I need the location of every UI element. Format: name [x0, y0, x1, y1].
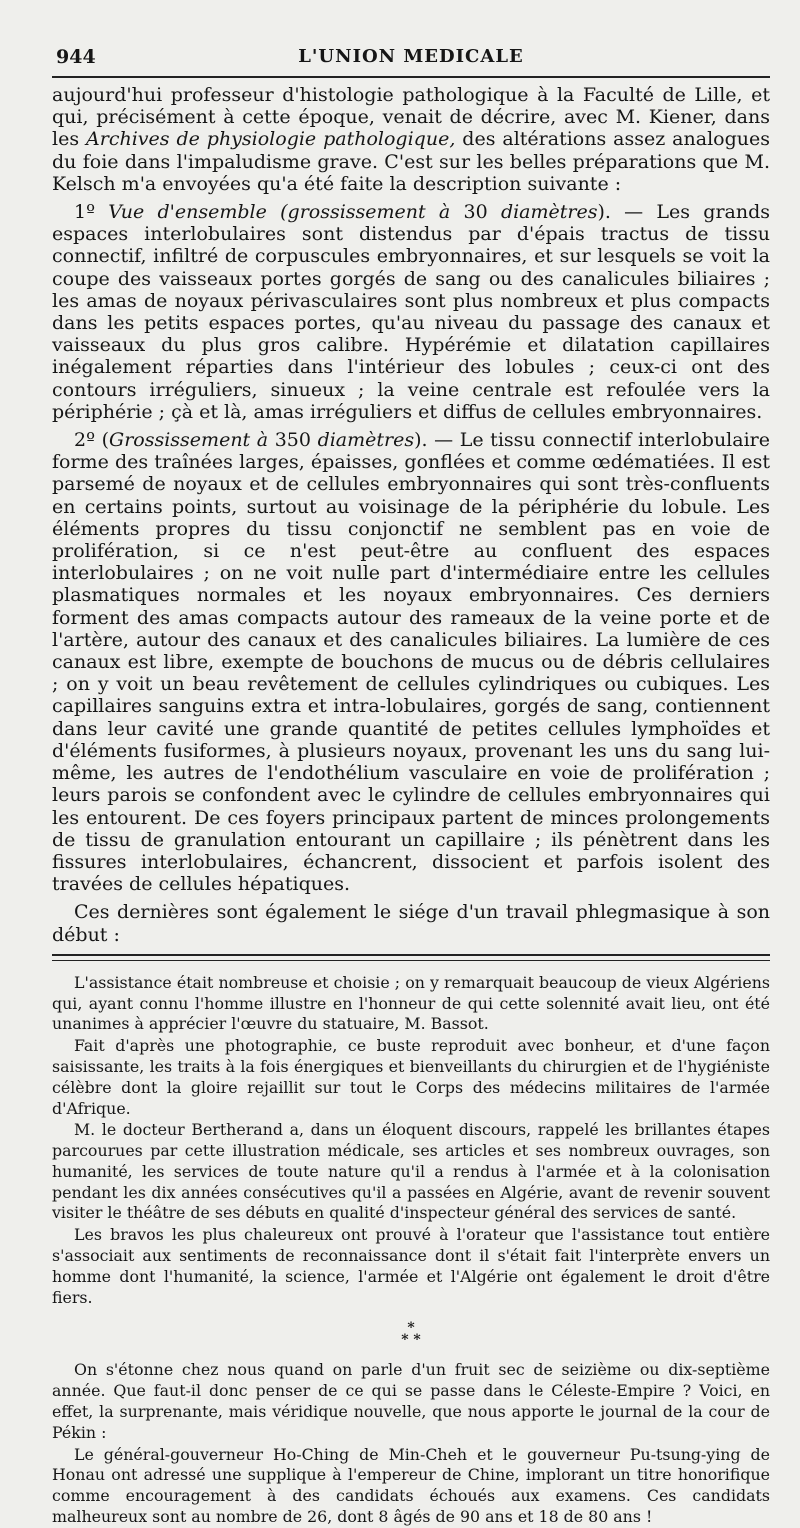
note-applause: Les bravos les plus chaleureux ont prouvé à l'orateur que l'assistance tout entière s'associait aux sentiments de reconnaissance dont il s'était fait l'interprète envers un homme dont l'humanité, la science, l'armée et l'Algérie ont également le droit d'être fiers.	[52, 1225, 770, 1307]
page-number: 944	[56, 46, 96, 68]
paragraph-magnified-text: ). — Le tissu connectif interlobulaire forme des traînées larges, épaisses, gonflées et comme œdématiées. Il est parsemé de noyaux et de cellules embryonnaires qui sont très-confluents en certains points, surtout au voisinage de la périphérie du lobule. Les éléments propres du tissu conjonctif ne semblent pas en voie de prolifération, si ce n'est peut-être au confluent des espaces interlobulaires ; on ne voit nulle part d'intermédiaire entre les cellules plasmatiques normales et les noyaux embryonnaires. Ces derniers forment des amas compacts autour des rameaux de la veine porte et de l'artère, autour des canaux et des canalicules biliaires. La lumière de ces canaux est libre, exempte de bouchons de mucus ou de débris cellulaires ; on y voit un beau revêtement de cellules cylindriques ou cubiques. Les capillaires sanguins extra et intra-lobulaires, gorgés de sang, contiennent dans leur cavité une grande quantité de petites cellules lymphoïdes et d'éléments fusiformes, à plusieurs noyaux, provenant les uns du sang lui-même, les autres de l'endothélium vasculaire en voie de prolifération ; leurs parois se confondent avec le cylindre de cellules embryonnaires qui les entourent. De ces foyers principaux partent de minces prolongements de tissu de granulation entourant un capillaire ; ils pénètrent dans les fissures interlobulaires, échancrent, dissocient et parfois isolent des travées de cellules hépatiques.	[52, 429, 770, 896]
magnification-2: 350	[274, 429, 311, 452]
header-rule	[52, 76, 770, 78]
asterism-bottom: * *	[401, 1332, 421, 1349]
main-text	[52, 84, 770, 946]
paragraph-intro	[52, 84, 770, 195]
asterism-top: *	[407, 1320, 415, 1337]
paragraph-overview-text: ). — Les grands espaces interlobulaires sont distendus par d'épais tractus de tissu connectif, infiltré de corpuscules embryonnaires, et sur lesquels se voit la coupe des vaisseaux portes gorgés de sang ou des canalicules biliaires ; les amas de noyaux périvasculaires sont plus nombreux et plus compacts dans les petits espaces portes, qu'au niveau du passage des canaux et vaisseaux du plus gros calibre. Hypérémie et dilatation capillaires inégalement réparties dans l'intérieur des lobules ; ceux-ci ont des contours irréguliers, sinueux ; la veine centrale est refoulée vers la périphérie ; çà et là, amas irréguliers et diffus de cellules embryonnaires.	[52, 201, 770, 423]
note-china-intro: On s'étonne chez nous quand on parle d'un fruit sec de seizième ou dix-septième année. Que faut-il donc penser de ce qui se passe dans le Céleste-Empire ? Voici, en effet, la surprenante, mais véridique nouvelle, que nous apporte le journal de la cour de Pékin :	[52, 1360, 770, 1442]
journal-title: Archives de physiologie pathologique,	[86, 128, 456, 151]
section-heading-2-unit: diamètres	[317, 429, 415, 452]
section-divider	[52, 954, 770, 961]
section-number-2: 2º (	[74, 429, 110, 452]
paragraph-overview	[52, 201, 770, 423]
section-heading-2: Grossissement à	[109, 429, 269, 452]
asterism-divider	[52, 1320, 770, 1349]
paragraph-magnified	[52, 429, 770, 895]
note-china-petition: Le général-gouverneur Ho-Ching de Min-Cheh et le gouverneur Pu-tsung-ying de Honau ont adressé une supplique à l'empereur de Chine, implorant un titre honorifique comme encouragement à des candidats échoués aux examens. Ces candidats malheureux sont au nombre de 26, dont 8 âgés de 90 ans et 18 de 80 ans !	[52, 1444, 770, 1527]
paragraph-closing: Ces dernières sont également le siége d'un travail phlegmasique à son début :	[52, 901, 770, 946]
page-header	[52, 40, 770, 76]
magnification-1: 30	[463, 201, 488, 224]
section-number-1: 1º	[74, 201, 96, 224]
note-speech: M. le docteur Bertherand a, dans un éloquent discours, rappelé les brillantes étapes parcourues par cette illustration médicale, ses articles et ses nombreux ouvrages, son humanité, les services de toute nature qu'il a rendus à l'armée et à la colonisation pendant les dix années consécutives qu'il a passées en Algérie, avant de revenir souvent visiter le théâtre de ses débuts en qualité d'inspecteur général des services de santé.	[52, 1120, 770, 1223]
running-title: L'UNION MEDICALE	[298, 46, 524, 67]
news-column	[52, 973, 770, 1528]
note-bust: Fait d'après une photographie, ce buste reproduit avec bonheur, et d'une façon saisissante, les traits à la fois énergiques et bienveillants du chirurgien et de l'hygiéniste célèbre dont la gloire rejaillit sur tout le Corps des médecins militaires de l'armée d'Afrique.	[52, 1036, 770, 1118]
note-assistance: L'assistance était nombreuse et choisie ; on y remarquait beaucoup de vieux Algériens qui, ayant connu l'homme illustre en l'honneur de qui cette solennité avait lieu, ont été unanimes à apprécier l'œuvre du statuaire, M. Bassot.	[52, 972, 770, 1034]
paragraph-intro-rest: des altérations assez analogues du foie dans l'impaludisme grave. C'est sur les belles préparations que M. Kelsch m'a envoyées qu'a été faite la description suivante :	[52, 128, 770, 195]
section-heading-1-unit: diamètres	[500, 201, 598, 224]
section-heading-1: Vue d'ensemble (grossissement à	[108, 201, 451, 224]
paragraph-intro-text: aujourd'hui professeur d'histologie pathologique à la Faculté de Lille, et qui, précisément à cette époque, venait de décrire, avec M. Kiener, dans les	[52, 84, 770, 151]
